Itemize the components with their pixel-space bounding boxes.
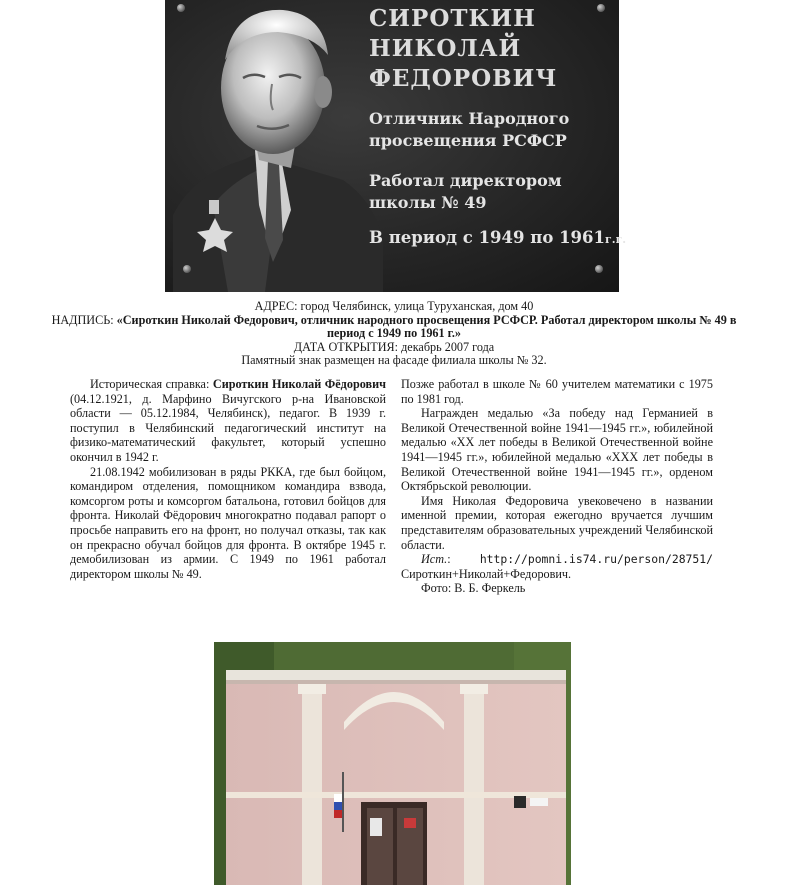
screw-icon bbox=[595, 265, 603, 273]
photo-credit: Фото: В. Б. Феркель bbox=[421, 581, 526, 596]
screw-icon bbox=[597, 4, 605, 12]
plaque-award: Отличник Народного просвещения РСФСР bbox=[369, 109, 570, 150]
screw-icon bbox=[183, 265, 191, 273]
person-name: Сироткин Николай Фёдорович bbox=[212, 377, 386, 391]
article-paragraph: 21.08.1942 мобилизован в ряды РККА, где был бойцом, командиром отделения, помощником командира взвода, комсоргом роты и комсоргом батальона, готовил бойцов для фронта. Николай Фёдорович многократно подавал рапорт о просьбе направить его на фронт, но получал отказы, так как он прекрасно обучал бойцов для фронта. В октябре 1945 г. демобилизован из армии. С 1949 по 1961 работал директором школы № 49. bbox=[70, 464, 386, 581]
caption-placement: Памятный знак размещен на фасаде филиала школы № 32. bbox=[241, 353, 547, 367]
article-paragraph bbox=[70, 377, 386, 465]
caption-opening-date: ДАТА ОТКРЫТИЯ: декабрь 2007 года bbox=[293, 339, 495, 354]
caption-address: АДРЕС: город Челябинск, улица Туруханская, дом 40 bbox=[254, 299, 534, 313]
article-paragraph: Позже работал в школе № 60 учителем математики с 1975 по 1981 год. bbox=[401, 377, 713, 406]
memorial-plaque bbox=[165, 0, 627, 292]
inscription-label: НАДПИСЬ: bbox=[51, 312, 117, 327]
source-label: Ист. bbox=[421, 552, 448, 567]
plaque-name: СИРОТКИН НИКОЛАЙ ФЕДОРОВИЧ bbox=[369, 5, 558, 92]
source-reference bbox=[401, 552, 713, 581]
school-building-photo bbox=[214, 642, 571, 885]
plaque-period bbox=[369, 228, 626, 247]
source-tail: Сироткин+Николай+Федорович. bbox=[401, 566, 572, 581]
caption-inscription bbox=[40, 314, 748, 341]
source-separator: : bbox=[447, 552, 480, 567]
plaque-period-suffix: г.г. bbox=[605, 233, 627, 246]
historical-note-label: Историческая справка: bbox=[90, 377, 213, 391]
screw-icon bbox=[177, 4, 185, 12]
plaque-period-text: В период с 1949 по 1961 bbox=[369, 228, 605, 247]
source-link[interactable]: http://pomni.is74.ru/person/28751/ bbox=[479, 552, 713, 567]
portrait-engraving bbox=[173, 0, 383, 292]
article-column-right bbox=[401, 377, 713, 596]
biography-text: (04.12.1921, д. Марфино Вичугского р-на Ивановской области — 05.12.1984, Челябинск), педагог. В 1939 г. поступил в Челябинский педагогический институт на физико-математический факультет, который успешно окончил в 1942 г. bbox=[70, 391, 386, 464]
article-column-left bbox=[70, 377, 386, 581]
article-paragraph: Имя Николая Федоровича увековечено в названии именной премии, которая ежегодно вручается лучшим представителям образовательных учреждений Челябинской области. bbox=[401, 493, 713, 552]
plaque-position: Работал директором школы № 49 bbox=[369, 171, 562, 212]
plaque-caption bbox=[40, 300, 748, 368]
article-paragraph: Награжден медалью «За победу над Германией в Великой Отечественной войне 1941—1945 гг.», юбилейной медалью «XX лет победы в Великой Отечественной войне 1941—1945 гг.», юбилейной медалью «XXX лет победы в Великой Отечественной войне 1941—1945 гг.», орденом Октябрьской революции. bbox=[401, 406, 713, 494]
inscription-text: «Сироткин Николай Федорович, отличник народного просвещения РСФСР. Работал директором школы № 49 в период с 1949 по 1961 г.» bbox=[116, 312, 737, 340]
